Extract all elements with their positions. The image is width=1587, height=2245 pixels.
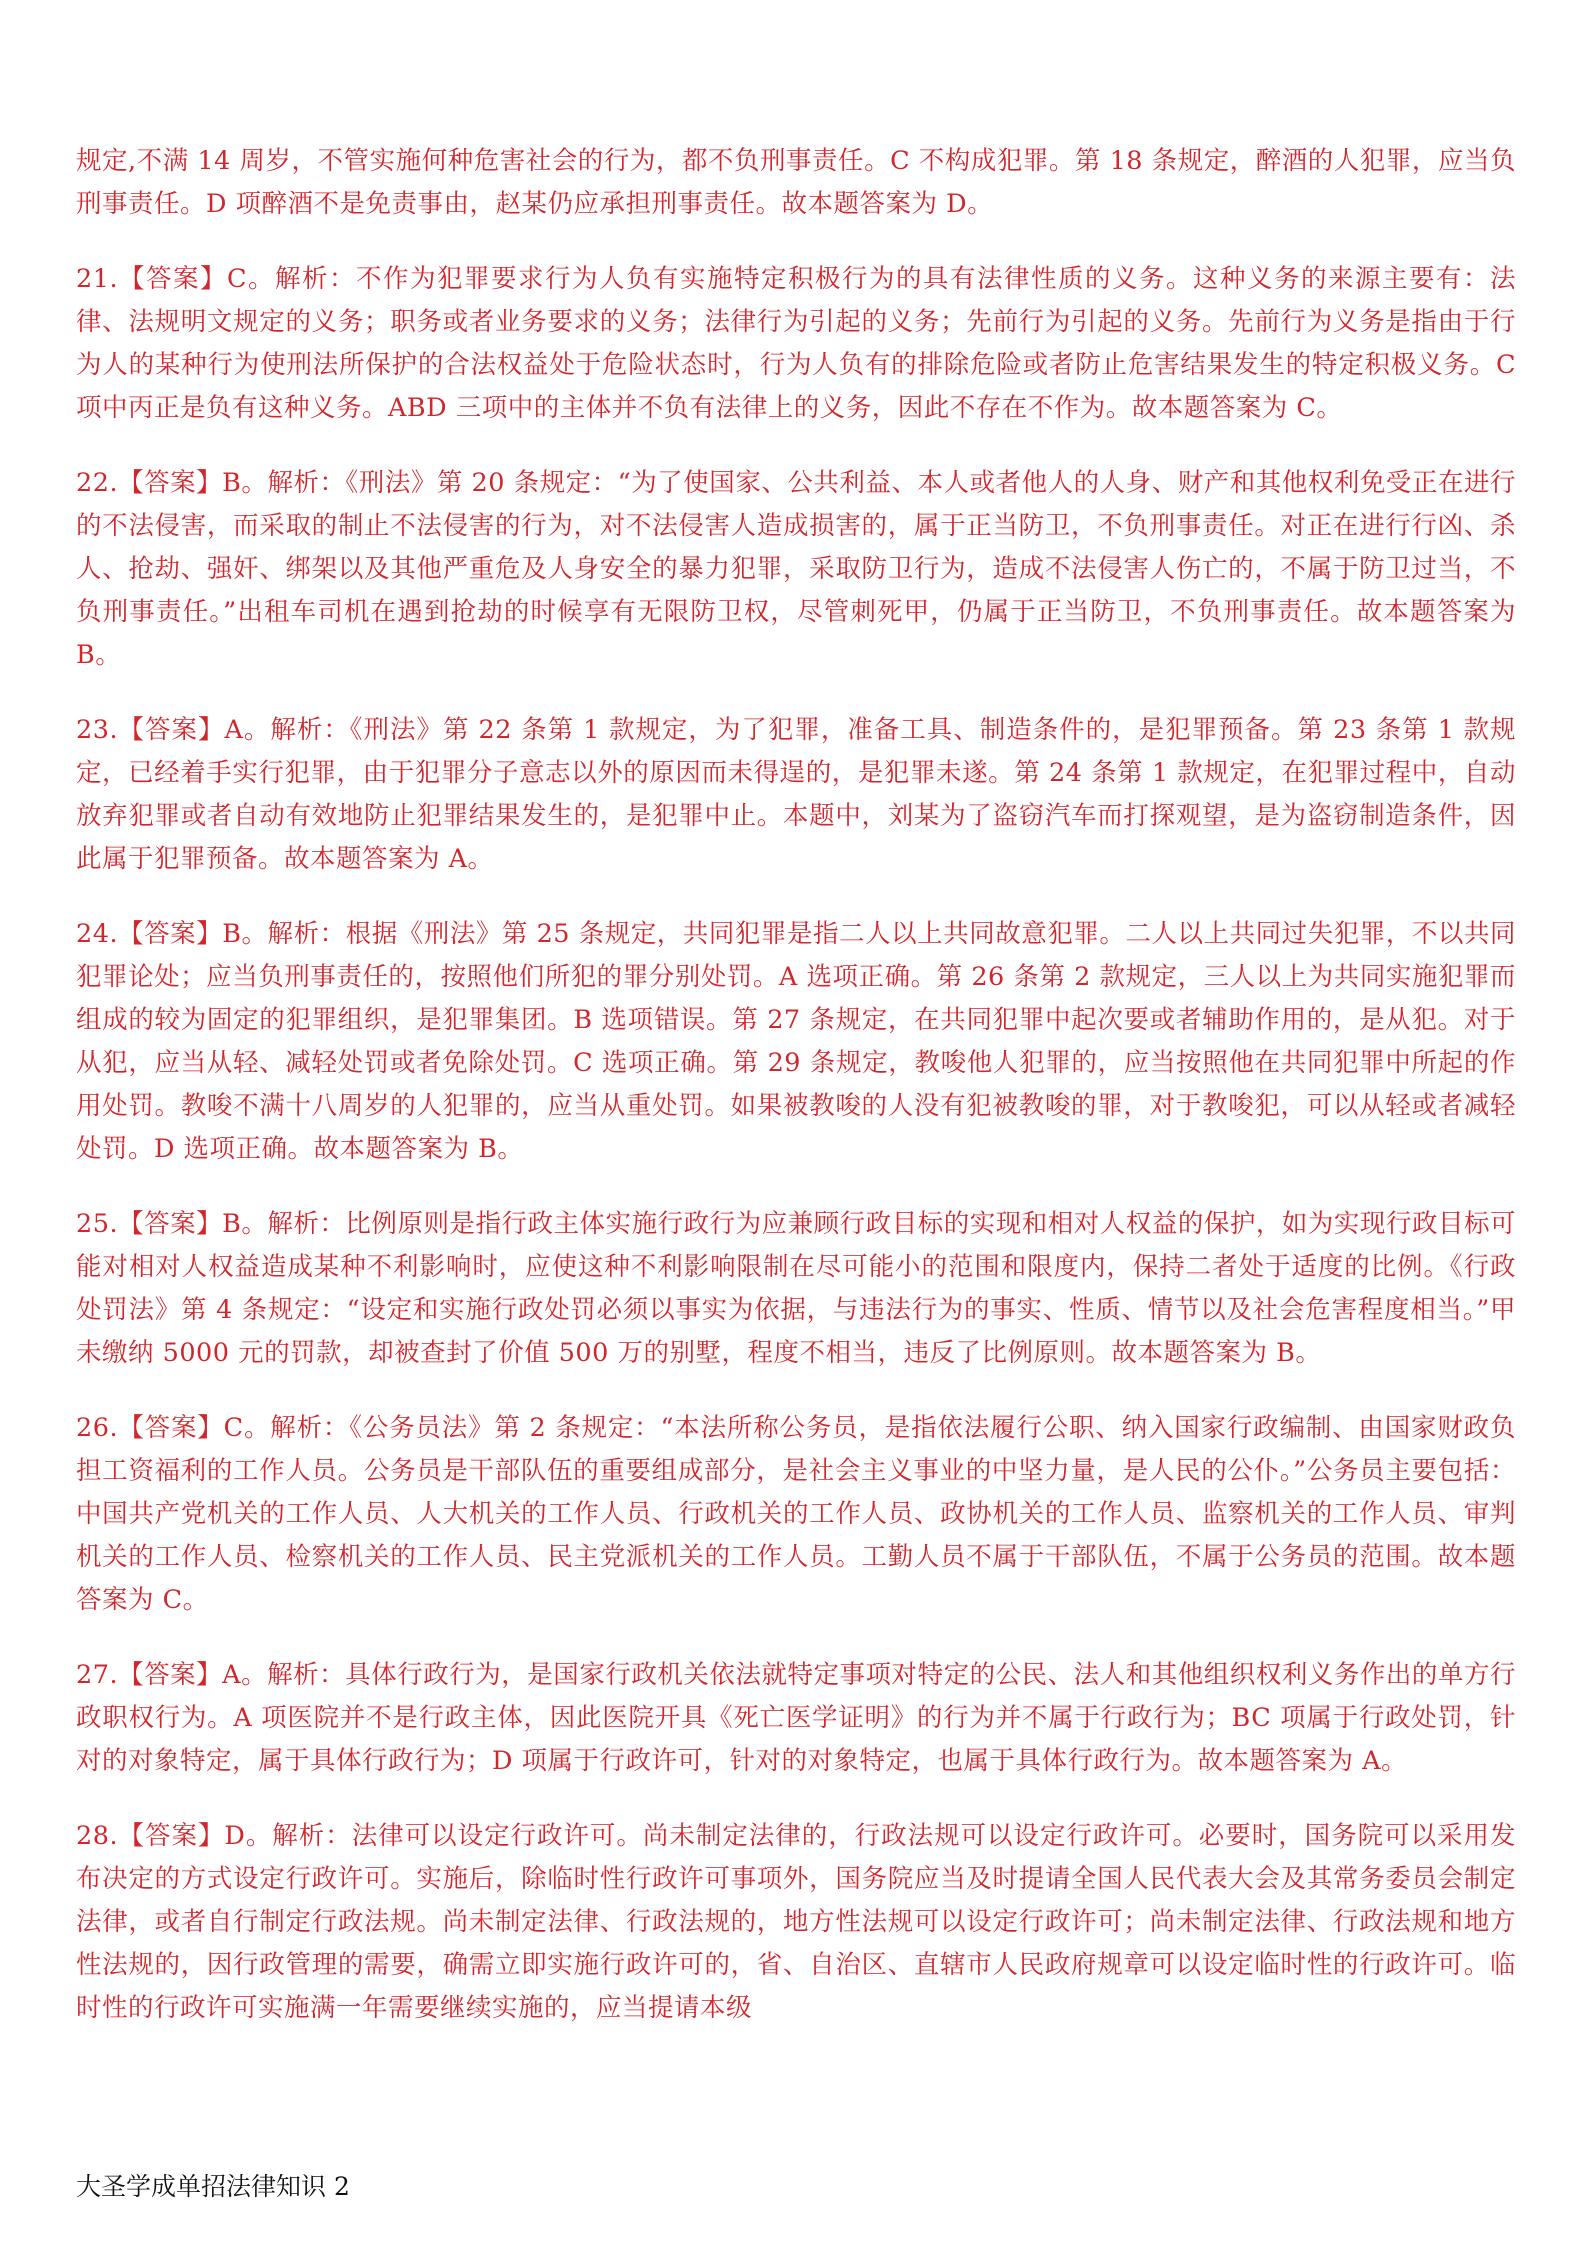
answer-26: 26.【答案】C。解析：《公务员法》第 2 条规定：“本法所称公务员，是指依法履行公职、纳入国家行政编制、由国家财政负担工资福利的工作人员。公务员是干部队伍的重要组成部分，是社会主义事业的中坚力量，是人民的公仆。”公务员主要包括：中国共产党机关的工作人员、人大机关的工作人员、行政机关的工作人员、政协机关的工作人员、监察机关的工作人员、审判机关的工作人员、检察机关的工作人员、民主党派机关的工作人员。工勤人员不属于干部队伍，不属于公务员的范围。故本题答案为 C。 — [76, 1413, 1516, 1615]
answer-22: 22.【答案】B。解析：《刑法》第 20 条规定：“为了使国家、公共利益、本人或者他人的人身、财产和其他权利免受正在进行的不法侵害，而采取的制止不法侵害的行为，对不法侵害人造成损害的，属于正当防卫，不负刑事责任。对正在进行行凶、杀人、抢劫、强奸、绑架以及其他严重危及人身安全的暴力犯罪，采取防卫行为，造成不法侵害人伤亡的，不属于防卫过当，不负刑事责任。”出租车司机在遇到抢劫的时候享有无限防卫权，尽管刺死甲，仍属于正当防卫，不负刑事责任。故本题答案为 B。 — [76, 468, 1516, 670]
answer-27: 27.【答案】A。解析：具体行政行为，是国家行政机关依法就特定事项对特定的公民、法人和其他组织权利义务作出的单方行政职权行为。A 项医院并不是行政主体，因此医院开具《死亡医学证明》的行为并不属于行政行为；BC 项属于行政处罚，针对的对象特定，属于具体行政行为；D 项属于行政许可，针对的对象特定，也属于具体行政行为。故本题答案为 A。 — [76, 1660, 1516, 1776]
answer-25: 25.【答案】B。解析：比例原则是指行政主体实施行政行为应兼顾行政目标的实现和相对人权益的保护，如为实现行政目标可能对相对人权益造成某种不利影响时，应使这种不利影响限制在尽可能小的范围和限度内，保持二者处于适度的比例。《行政处罚法》第 4 条规定：“设定和实施行政处罚必须以事实为依据，与违法行为的事实、性质、情节以及社会危害程度相当。”甲未缴纳 5000 元的罚款，却被查封了价值 500 万的别墅，程度不相当，违反了比例原则。故本题答案为 B。 — [76, 1209, 1516, 1368]
paragraph-continuation: 规定,不满 14 周岁，不管实施何种危害社会的行为，都不负刑事责任。C 不构成犯罪。第 18 条规定，醉酒的人犯罪，应当负刑事责任。D 项醉酒不是免责事由，赵某仍应承担刑事责任。故本题答案为 D。 — [76, 146, 1516, 219]
answer-21: 21.【答案】C。解析：不作为犯罪要求行为人负有实施特定积极行为的具有法律性质的义务。这种义务的来源主要有：法律、法规明文规定的义务；职务或者业务要求的义务；法律行为引起的义务；先前行为引起的义务。先前行为义务是指由于行为人的某种行为使刑法所保护的合法权益处于危险状态时，行为人负有的排除危险或者防止危害结果发生的特定积极义务。C 项中丙正是负有这种义务。ABD 三项中的主体并不负有法律上的义务，因此不存在不作为。故本题答案为 C。 — [76, 264, 1516, 423]
answer-24: 24.【答案】B。解析：根据《刑法》第 25 条规定，共同犯罪是指二人以上共同故意犯罪。二人以上共同过失犯罪，不以共同犯罪论处；应当负刑事责任的，按照他们所犯的罪分别处罚。A 选项正确。第 26 条第 2 款规定，三人以上为共同实施犯罪而组成的较为固定的犯罪组织，是犯罪集团。B 选项错误。第 27 条规定，在共同犯罪中起次要或者辅助作用的，是从犯。对于从犯，应当从轻、减轻处罚或者免除处罚。C 选项正确。第 29 条规定，教唆他人犯罪的，应当按照他在共同犯罪中所起的作用处罚。教唆不满十八周岁的人犯罪的，应当从重处罚。如果被教唆的人没有犯被教唆的罪，对于教唆犯，可以从轻或者减轻处罚。D 选项正确。故本题答案为 B。 — [76, 919, 1516, 1164]
document-body — [76, 140, 1516, 2062]
page-footer: 大圣学成单招法律知识 2 — [76, 2172, 350, 2201]
answer-23: 23.【答案】A。解析：《刑法》第 22 条第 1 款规定，为了犯罪，准备工具、制造条件的，是犯罪预备。第 23 条第 1 款规定，已经着手实行犯罪，由于犯罪分子意志以外的原因而未得逞的，是犯罪未遂。第 24 条第 1 款规定，在犯罪过程中，自动放弃犯罪或者自动有效地防止犯罪结果发生的，是犯罪中止。本题中，刘某为了盗窃汽车而打探观望，是为盗窃制造条件，因此属于犯罪预备。故本题答案为 A。 — [76, 715, 1516, 874]
answer-28: 28.【答案】D。解析：法律可以设定行政许可。尚未制定法律的，行政法规可以设定行政许可。必要时，国务院可以采用发布决定的方式设定行政许可。实施后，除临时性行政许可事项外，国务院应当及时提请全国人民代表大会及其常务委员会制定法律，或者自行制定行政法规。尚未制定法律、行政法规的，地方性法规可以设定行政许可；尚未制定法律、行政法规和地方性法规的，因行政管理的需要，确需立即实施行政许可的，省、自治区、直辖市人民政府规章可以设定临时性的行政许可。临时性的行政许可实施满一年需要继续实施的，应当提请本级 — [76, 1821, 1516, 2023]
